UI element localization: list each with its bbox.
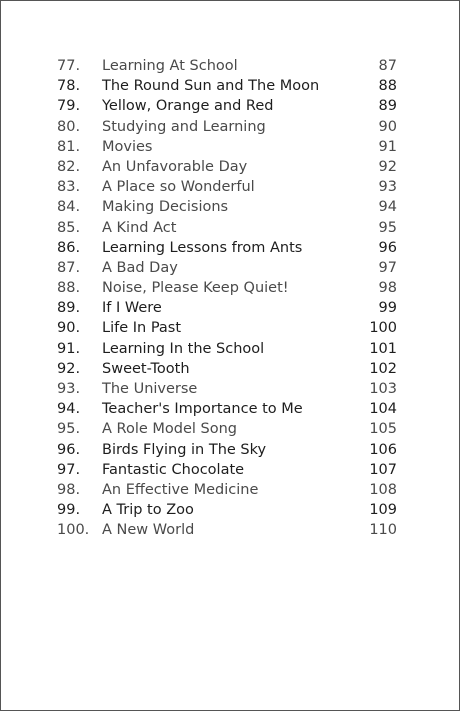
toc-entry-number: 78. bbox=[57, 78, 81, 95]
toc-entry bbox=[57, 480, 397, 500]
toc-entry-title: Fantastic Chocolate bbox=[102, 461, 245, 478]
toc-entry bbox=[57, 278, 397, 298]
toc-entry-number: 79. bbox=[57, 98, 81, 115]
toc-entry-title: The Universe bbox=[102, 381, 198, 397]
toc-entry-page: 99 bbox=[378, 300, 397, 317]
toc-entry-page: 90 bbox=[378, 118, 397, 135]
toc-entry-number: 99. bbox=[57, 502, 81, 519]
toc-entry-number: 89. bbox=[57, 300, 81, 317]
toc-entry-title: If I Were bbox=[102, 300, 162, 317]
toc-entry-page: 98 bbox=[378, 280, 397, 297]
toc-entry-title: Birds Flying in The Sky bbox=[102, 441, 267, 458]
toc-entry-page: 89 bbox=[378, 98, 397, 115]
toc-entry-number: 93. bbox=[57, 381, 81, 397]
toc-entry bbox=[57, 318, 397, 338]
toc-entry-title: Noise, Please Keep Quiet! bbox=[102, 280, 289, 297]
toc-entry-page: 101 bbox=[369, 340, 397, 357]
toc-entry-number: 88. bbox=[57, 280, 81, 297]
toc-entry-number: 86. bbox=[57, 239, 81, 256]
toc-entry bbox=[57, 96, 397, 116]
toc-entry-number: 83. bbox=[57, 179, 81, 196]
toc-entry bbox=[57, 419, 397, 439]
toc-entry-page: 105 bbox=[369, 421, 397, 438]
toc-entry-page: 110 bbox=[369, 522, 397, 539]
toc-entry-page: 104 bbox=[369, 401, 397, 418]
toc-entry-page: 108 bbox=[369, 481, 397, 498]
toc-entry bbox=[57, 399, 397, 419]
toc-entry-page: 88 bbox=[378, 78, 397, 95]
toc-entry-number: 87. bbox=[57, 259, 81, 276]
toc-entry-title: Studying and Learning bbox=[102, 118, 266, 135]
toc-entry-page: 102 bbox=[369, 360, 397, 377]
table-of-contents bbox=[57, 56, 397, 541]
toc-entry bbox=[57, 197, 397, 217]
toc-entry-number: 77. bbox=[57, 58, 81, 74]
toc-entry-page: 100 bbox=[369, 320, 397, 337]
toc-entry-page: 94 bbox=[378, 199, 397, 216]
toc-entry-number: 100. bbox=[57, 522, 90, 539]
toc-entry bbox=[57, 238, 397, 258]
toc-entry-title: Learning Lessons from Ants bbox=[102, 239, 303, 256]
toc-entry-page: 91 bbox=[378, 138, 397, 155]
toc-entry-page: 106 bbox=[369, 441, 397, 458]
toc-entry-page: 92 bbox=[378, 158, 397, 175]
toc-entry-title: A Trip to Zoo bbox=[102, 502, 194, 519]
toc-entry bbox=[57, 76, 397, 96]
toc-entry bbox=[57, 460, 397, 480]
toc-entry-page: 96 bbox=[378, 239, 397, 256]
toc-entry-number: 91. bbox=[57, 340, 81, 357]
toc-entry bbox=[57, 137, 397, 157]
toc-entry-number: 94. bbox=[57, 401, 81, 418]
toc-entry bbox=[57, 359, 397, 379]
toc-entry-title: A Place so Wonderful bbox=[102, 179, 255, 196]
toc-entry-title: Movies bbox=[102, 138, 153, 155]
toc-entry-number: 92. bbox=[57, 360, 81, 377]
toc-entry-title: Teacher's Importance to Me bbox=[102, 401, 303, 418]
toc-entry-title: Making Decisions bbox=[102, 199, 229, 216]
toc-entry-number: 97. bbox=[57, 461, 81, 478]
toc-entry-page: 95 bbox=[378, 219, 397, 236]
toc-entry-page: 109 bbox=[369, 502, 397, 519]
toc-entry-number: 96. bbox=[57, 441, 81, 458]
toc-entry-number: 84. bbox=[57, 199, 81, 216]
toc-entry-page: 87 bbox=[378, 58, 397, 74]
toc-entry bbox=[57, 258, 397, 278]
toc-entry bbox=[57, 218, 397, 238]
toc-entry-title: Learning At School bbox=[102, 58, 238, 74]
toc-entry-title: A Bad Day bbox=[102, 259, 178, 276]
toc-entry-page: 93 bbox=[378, 179, 397, 196]
toc-entry bbox=[57, 339, 397, 359]
toc-entry-number: 82. bbox=[57, 158, 81, 175]
toc-entry-title: Sweet-Tooth bbox=[102, 360, 190, 377]
toc-entry bbox=[57, 440, 397, 460]
toc-entry-title: A New World bbox=[102, 522, 195, 539]
toc-entry-number: 90. bbox=[57, 320, 81, 337]
toc-entry-number: 85. bbox=[57, 219, 81, 236]
toc-entry-title: Yellow, Orange and Red bbox=[102, 98, 274, 115]
toc-entry bbox=[57, 117, 397, 137]
toc-entry-page: 107 bbox=[369, 461, 397, 478]
toc-entry-title: Life In Past bbox=[102, 320, 182, 337]
toc-entry-number: 95. bbox=[57, 421, 81, 438]
toc-entry bbox=[57, 500, 397, 520]
toc-entry-title: A Kind Act bbox=[102, 219, 177, 236]
toc-entry bbox=[57, 157, 397, 177]
toc-entry bbox=[57, 379, 397, 399]
toc-entry bbox=[57, 177, 397, 197]
toc-entry-number: 80. bbox=[57, 118, 81, 135]
toc-entry bbox=[57, 298, 397, 318]
toc-entry bbox=[57, 56, 397, 76]
toc-entry-page: 97 bbox=[378, 259, 397, 276]
toc-entry-title: An Unfavorable Day bbox=[102, 158, 248, 175]
toc-entry-page: 103 bbox=[369, 381, 397, 397]
toc-entry-number: 98. bbox=[57, 481, 81, 498]
toc-entry-title: An Effective Medicine bbox=[102, 481, 259, 498]
toc-entry-number: 81. bbox=[57, 138, 81, 155]
toc-entry-title: Learning In the School bbox=[102, 340, 265, 357]
toc-entry bbox=[57, 520, 397, 540]
toc-entry-title: The Round Sun and The Moon bbox=[102, 78, 320, 95]
toc-entry-title: A Role Model Song bbox=[102, 421, 237, 438]
